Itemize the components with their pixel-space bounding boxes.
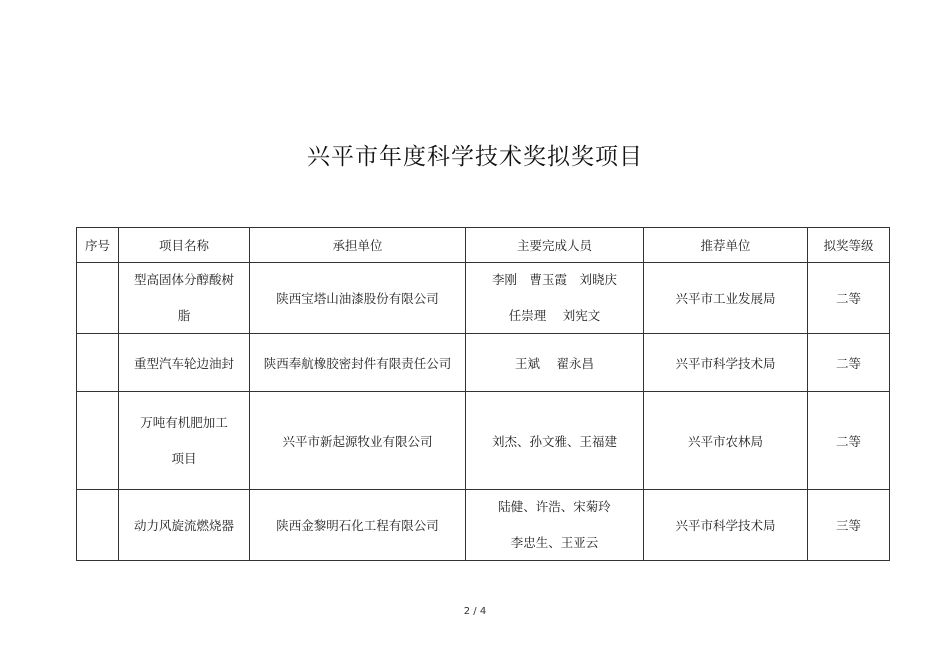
personnel-line: 任崇理 刘宪文 (508, 308, 601, 323)
row-main-personnel (466, 490, 644, 561)
row-recommending-unit: 兴平市工业发展局 (644, 263, 808, 334)
page-number: 2 / 4 (463, 606, 487, 617)
row-main-personnel (466, 263, 644, 334)
row-recommending-unit: 兴平市科学技术局 (644, 490, 808, 561)
table-row (77, 263, 890, 334)
table-row (77, 392, 890, 490)
row-index (77, 392, 119, 490)
row-index (77, 334, 119, 392)
row-award-grade: 三等 (808, 490, 890, 561)
table-header-row (77, 228, 890, 263)
row-award-grade: 二等 (808, 263, 890, 334)
header-project-name: 项目名称 (119, 228, 250, 263)
table-row (77, 334, 890, 392)
row-main-personnel: 刘杰、孙文雅、王福建 (466, 392, 644, 490)
project-name-line: 项目 (171, 450, 197, 466)
row-project-name: 重型汽车轮边油封 (119, 334, 250, 392)
header-index: 序号 (77, 228, 119, 263)
row-recommending-unit: 兴平市科学技术局 (644, 334, 808, 392)
personnel-line: 陆健、许浩、宋菊玲 (498, 499, 611, 514)
header-recommending-unit: 推荐单位 (644, 228, 808, 263)
row-undertaking-unit: 兴平市新起源牧业有限公司 (250, 392, 466, 490)
row-undertaking-unit: 陕西宝塔山油漆股份有限公司 (250, 263, 466, 334)
row-undertaking-unit: 陕西奉航橡胶密封件有限责任公司 (250, 334, 466, 392)
page-title: 兴平市年度科学技术奖拟奖项目 (307, 144, 643, 170)
project-name-line: 型高固体分醇酸树 (133, 272, 234, 287)
row-award-grade: 二等 (808, 334, 890, 392)
row-undertaking-unit: 陕西金黎明石化工程有限公司 (250, 490, 466, 561)
row-main-personnel: 王斌 翟永昌 (466, 334, 644, 392)
row-award-grade: 二等 (808, 392, 890, 490)
header-undertaking-unit: 承担单位 (250, 228, 466, 263)
row-index (77, 263, 119, 334)
project-name-line: 脂 (177, 308, 191, 323)
personnel-line: 李刚 曹玉霞 刘晓庆 (491, 272, 617, 287)
header-main-personnel: 主要完成人员 (466, 228, 644, 263)
row-project-name (119, 263, 250, 334)
project-name-line: 万吨有机肥加工 (140, 414, 228, 430)
row-index (77, 490, 119, 561)
row-recommending-unit: 兴平市农林局 (644, 392, 808, 490)
row-project-name: 动力风旋流燃烧器 (119, 490, 250, 561)
personnel-line: 李忠生、王亚云 (510, 535, 599, 550)
row-project-name (119, 392, 250, 490)
table-row (77, 490, 890, 561)
header-award-grade: 拟奖等级 (808, 228, 890, 263)
awards-table (76, 227, 890, 561)
